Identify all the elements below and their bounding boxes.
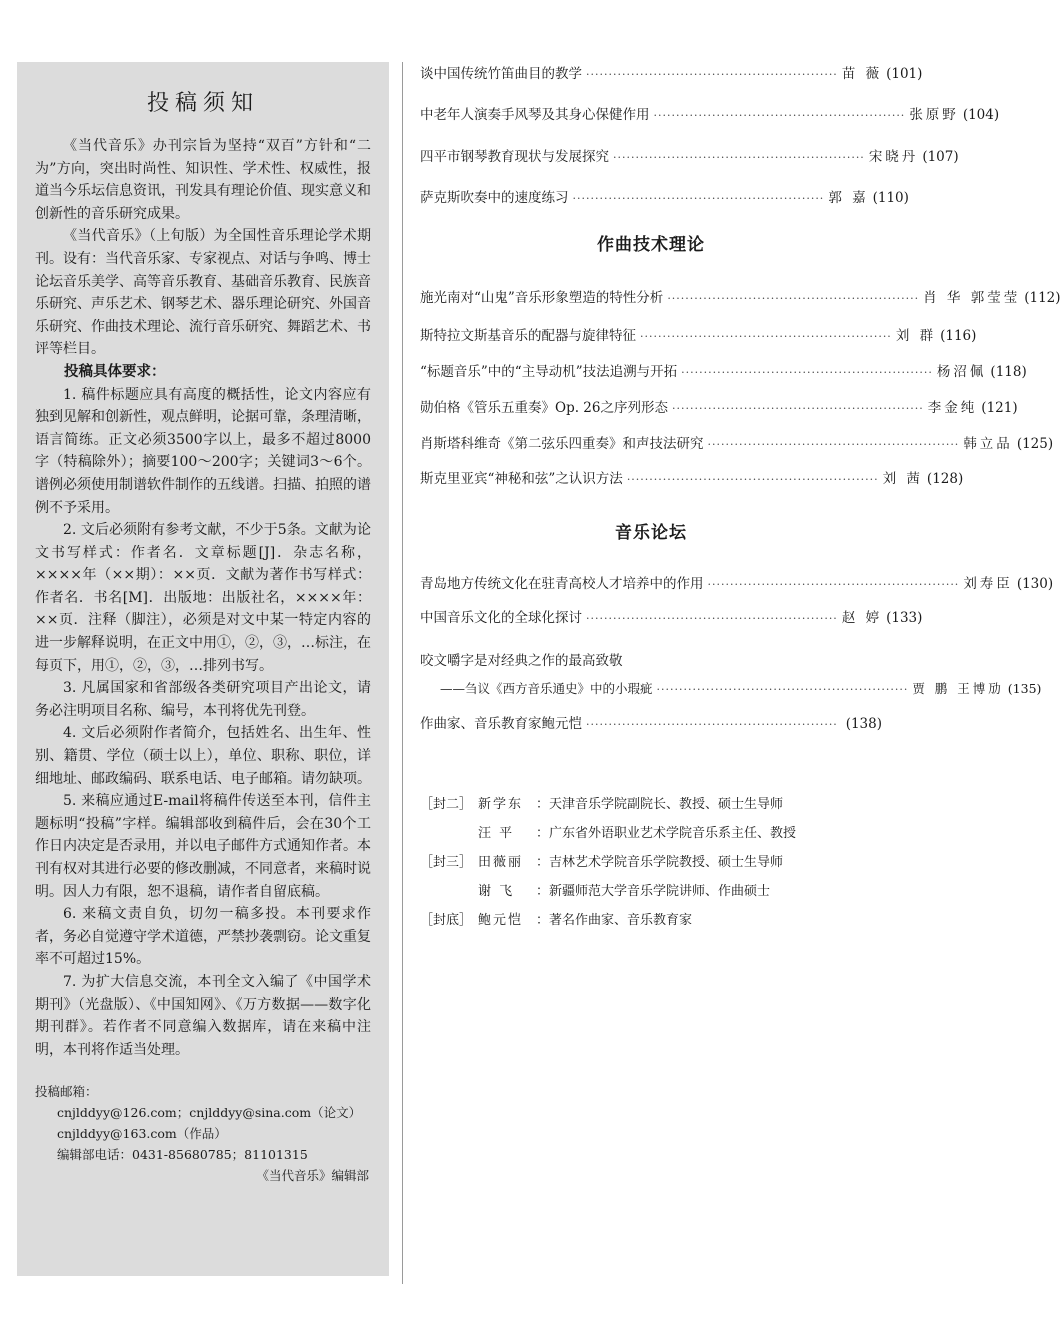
toc-entry-author: 刘 群 (895, 328, 937, 344)
toc-entry-page: (130) (1016, 576, 1054, 592)
toc-entry-page: (125) (1016, 436, 1054, 452)
email-address-line: cnjlddyy@126.com；cnjlddyy@sina.com（论文） (57, 1105, 362, 1121)
toc-entry-title: 肖斯塔科维奇《第二弦乐四重奏》和声技法研究 (420, 436, 704, 452)
toc-entry-title: 斯特拉文斯基音乐的配器与旋律特征 (420, 328, 636, 344)
cover-person-desc: ：著名作曲家、音乐教育家 (536, 913, 693, 928)
email-label: 投稿邮箱： (35, 1084, 98, 1100)
toc-entry-page: (135) (1007, 681, 1042, 696)
toc-entry (420, 324, 977, 344)
toc-entry-author: 郭 嘉 (828, 190, 869, 206)
toc-entry-title: 四平市钢琴教育现状与发展探究 (420, 149, 609, 165)
toc-entry-author: 苗 薇 (841, 66, 883, 82)
toc-entry-author: 宋晓丹 (868, 149, 919, 165)
toc-entry-title: 斯克里亚宾“神秘和弦”之认识方法 (420, 471, 623, 487)
toc-entry (420, 145, 959, 165)
toc-entry-title: 谈中国传统竹笛曲目的教学 (420, 66, 582, 82)
cover-credit-row (420, 848, 882, 877)
column-divider (402, 62, 403, 1284)
requirement-item: 6. 来稿文责自负，切勿一稿多投。本刊要求作者，务必自觉遵守学术道德，严禁抄袭剽窃。论文重复率不可超过15%。 (35, 906, 371, 968)
requirement-item: 2. 文后必须附有参考文献，不少于5条。文献为论文书写样式：作者名．文章标题[J]．杂志名称，××××年（××期）：××页．文献为著作书写样式：作者名．书名[M]．出版地：出版社名，××××年：××页．注释（脚注），必须是对文中某一特定内容的进一步解释说明，在正文中用①，②，③，…标注，在每页下，用①，②，③，…排列书写。 (35, 522, 371, 674)
leader-dots: ························································ (667, 292, 920, 305)
toc-entry-author: 杨沼佩 (936, 364, 987, 380)
cover-person-desc: ：广东省外语职业艺术学院音乐系主任、教授 (536, 826, 797, 841)
editorial-signature: 《当代音乐》编辑部 (256, 1168, 369, 1184)
cover-tag: ［封二］ (420, 797, 473, 812)
toc-entry-author: 刘 茜 (882, 471, 923, 487)
toc-entry-page: (118) (990, 364, 1027, 380)
cover-credit-row (420, 906, 882, 935)
leader-dots: ························································ (613, 151, 865, 164)
toc-entry-title: 咬文嚼字是对经典之作的最高致敬 (420, 653, 623, 669)
cover-credits (420, 790, 882, 935)
leader-dots: ························································ (656, 683, 909, 696)
leader-dots: ························································ (640, 330, 892, 343)
toc-entry-page: (112) (1024, 290, 1061, 306)
toc-entry-title: 中国音乐文化的全球化探讨 (420, 610, 582, 626)
toc-entry (420, 649, 882, 669)
contact-block (35, 1081, 371, 1186)
toc-entry-author: 刘寿臣 (963, 576, 1013, 592)
cover-person-name: 汪 平 (478, 826, 515, 841)
toc-entry (420, 396, 1018, 416)
toc-entry-subtitle (420, 679, 1042, 697)
notice-title: 投稿须知 (146, 91, 259, 116)
toc-entry-page: (121) (981, 400, 1018, 416)
cover-person-name: 谢 飞 (478, 884, 515, 899)
toc-entry-page: (133) (886, 610, 923, 626)
toc-entry-author: 肖 华 郭莹莹 (923, 290, 1021, 306)
toc-entry-title: 青岛地方传统文化在驻青高校人才培养中的作用 (420, 576, 704, 592)
toc-entry-author: 韩立品 (963, 436, 1013, 452)
section-heading-forum: 音乐论坛 (615, 523, 687, 543)
requirement-item: 4. 文后必须附作者简介，包括姓名、出生年、性别、籍贯、学位（硕士以上），单位、职称、职位，详细地址、邮政编码、联系电话、电子邮箱。请勿缺项。 (35, 725, 371, 787)
toc-entry-page: (107) (922, 149, 959, 165)
cover-person-name: 新学东 (478, 797, 524, 812)
toc-entry (420, 606, 923, 626)
section-heading-composition: 作曲技术理论 (597, 235, 705, 255)
toc-entry (420, 286, 1061, 306)
toc-entry-page: (110) (872, 190, 909, 206)
toc-entry-title: 萨克斯吹奏中的速度练习 (420, 190, 569, 206)
requirement-item: 3. 凡属国家和省部级各类研究项目产出论文，请务必注明项目名称、编号，本刊将优先刊登。 (35, 680, 371, 719)
leader-dots: ························································ (707, 438, 960, 451)
cover-tag (420, 819, 478, 848)
toc-entry-page: (101) (886, 66, 923, 82)
leader-dots: ························································ (586, 612, 838, 625)
requirement-item: 1. 稿件标题应具有高度的概括性，论文内容应有独到见解和创新性，观点鲜明，论据可靠，条理清晰，语言简练。正文必须3500字以上，最多不超过8000字（特稿除外）；摘要100～200字；关键词3～6个。谱例必须使用制谱软件制作的五线谱。扫描、拍照的谱例不予采用。 (35, 386, 371, 516)
cover-credit-row (420, 790, 882, 819)
leader-dots: ························································ (681, 366, 933, 379)
toc-entry-title: 中老年人演奏手风琴及其身心保健作用 (420, 107, 650, 123)
leader-dots: ························································ (707, 578, 960, 591)
toc-entry (420, 103, 1000, 123)
phone-line: 编辑部电话：0431-85680785；81101315 (57, 1147, 308, 1163)
cover-credit-row (420, 877, 882, 906)
leader-dots: ························································ (671, 402, 924, 415)
leader-dots: ························································ (572, 192, 825, 205)
cover-tag (420, 877, 478, 906)
toc-entry-title: 施光南对“山鬼”音乐形象塑造的特性分析 (420, 290, 664, 306)
leader-dots: ························································ (586, 68, 838, 81)
toc-entry (420, 360, 1027, 380)
toc-entry (420, 572, 1054, 592)
toc-entry-author: 贾 鹏 王博劢 (912, 681, 1004, 696)
toc-entry-title: 勋伯格《管乐五重奏》Op. 26之序列形态 (420, 400, 668, 416)
notice-paragraph: 《当代音乐》办刊宗旨为坚持“双百”方针和“二为”方向，突出时尚性、知识性、学术性、权威性，报道当今乐坛信息资讯，刊发具有理论价值、现实意义和创新性的音乐研究成果。 (35, 138, 371, 222)
email-address-line: cnjlddyy@163.com（作品） (57, 1126, 227, 1142)
requirements-heading: 投稿具体要求： (64, 362, 166, 380)
toc-entry-title: 作曲家、音乐教育家鲍元恺 (420, 716, 582, 732)
toc-entry-author: 赵 婷 (841, 610, 883, 626)
cover-person-desc: ：吉林艺术学院音乐学院教授、硕士生导师 (536, 855, 784, 870)
requirement-item: 5. 来稿应通过E-mail将稿件传送至本刊，信件主题标明“投稿”字样。编辑部收到稿件后，会在30个工作日内决定是否录用，并以电子邮件方式通知作者。本刊有权对其进行必要的修改删减，不同意者，来稿时说明。因人力有限，恕不退稿，请作者自留底稿。 (35, 793, 371, 900)
cover-person-name: 田薇丽 (478, 855, 524, 870)
toc-entry-page: (128) (926, 471, 964, 487)
cover-person-name: 鲍元恺 (478, 913, 524, 928)
toc-entry-author: 李金纯 (927, 400, 978, 416)
toc-entry (420, 432, 1054, 452)
toc-entry (420, 186, 909, 206)
toc-entry (420, 62, 923, 82)
toc-entry-page: (104) (962, 107, 1000, 123)
leader-dots: ························································ (586, 718, 838, 731)
toc-entry-author: 张原野 (909, 107, 959, 123)
toc-entry (420, 712, 882, 732)
requirement-item: 7. 为扩大信息交流，本刊全文入编了《中国学术期刊》（光盘版）、《中国知网》、《万方数据——数字化期刊群》。若作者不同意编入数据库，请在来稿中注明，本刊将作适当处理。 (35, 973, 371, 1058)
toc-entry-title: ——刍议《西方音乐通史》中的小瑕疵 (440, 681, 653, 696)
toc-entry (420, 467, 964, 487)
notice-paragraph: 《当代音乐》（上旬版）为全国性音乐理论学术期刊。设有：当代音乐家、专家视点、对话与争鸣、博士论坛音乐美学、高等音乐教育、基础音乐教育、民族音乐研究、声乐艺术、钢琴艺术、器乐理论研究、外国音乐研究、作曲技术理论、流行音乐研究、舞蹈艺术、书评等栏目。 (35, 228, 371, 358)
toc-entry-page: (138) (845, 716, 882, 732)
cover-credit-row (420, 819, 882, 848)
toc-entry-page: (116) (940, 328, 977, 344)
cover-tag: ［封三］ (420, 855, 473, 870)
leader-dots: ························································ (626, 473, 879, 486)
cover-person-desc: ：新疆师范大学音乐学院讲师、作曲硕士 (536, 884, 771, 899)
toc-entry-title: “标题音乐”中的“主导动机”技法追溯与开拓 (420, 364, 678, 380)
cover-tag: ［封底］ (420, 913, 473, 928)
submission-notice-panel (17, 62, 389, 1276)
cover-person-desc: ：天津音乐学院副院长、教授、硕士生导师 (536, 797, 784, 812)
leader-dots: ························································ (653, 109, 906, 122)
